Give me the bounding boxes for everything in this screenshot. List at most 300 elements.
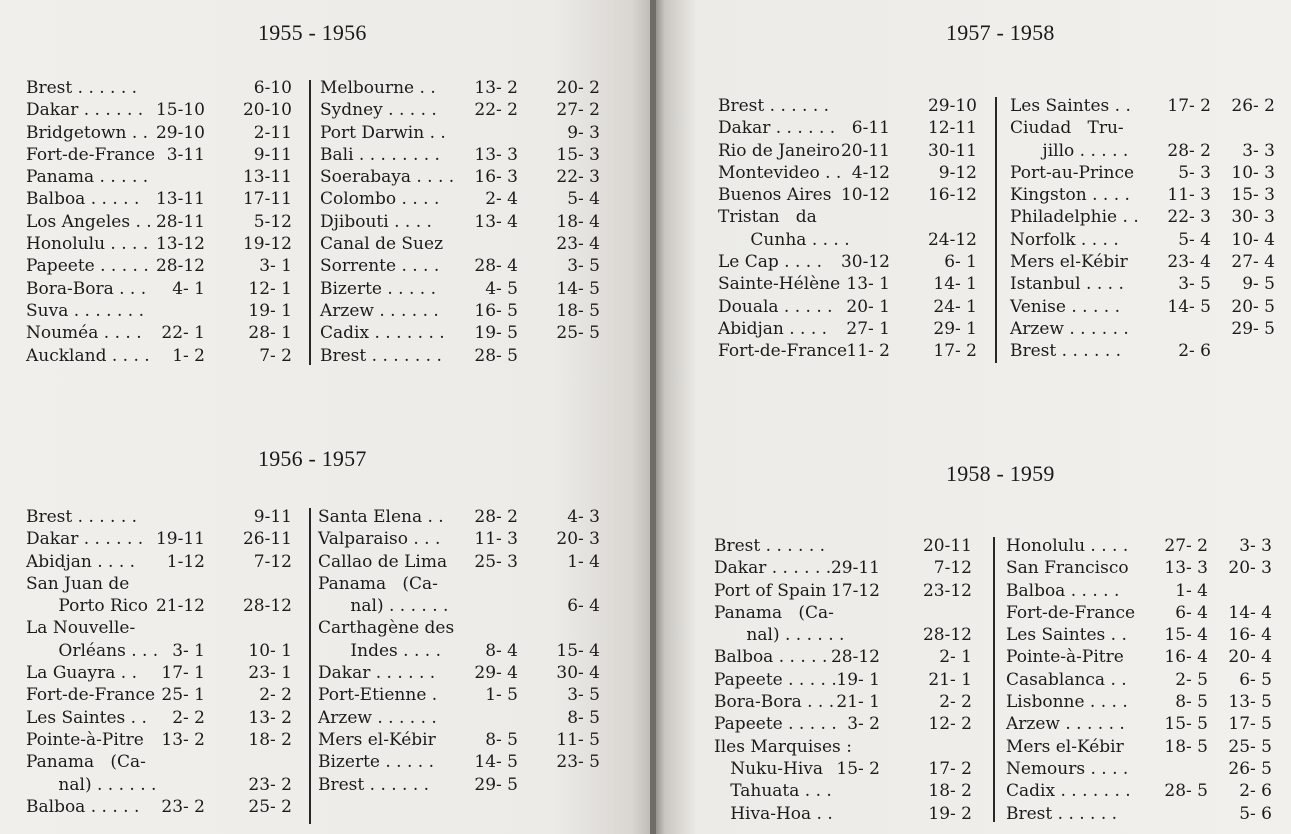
schedule-row (1010, 207, 1275, 229)
departure-date: 22- 3 (556, 167, 600, 188)
port-name: Nemours . . . . (1006, 758, 1129, 779)
schedule-row (1010, 185, 1275, 207)
departure-date: 18- 4 (556, 211, 600, 232)
port-name: Fort-de-France (26, 685, 156, 706)
port-name: Montevideo . . (718, 162, 842, 183)
schedule-row (26, 708, 292, 730)
schedule-row (26, 663, 292, 685)
port-name: Brest . . . . . . (714, 536, 826, 556)
arrival-date: 16- 4 (1164, 647, 1208, 668)
arrival-date: 8- 5 (485, 729, 518, 750)
arrival-date: 13- 1 (846, 274, 890, 295)
arrival-date: 29- 5 (474, 774, 518, 795)
schedule-row (320, 301, 600, 323)
departure-date: 30- 3 (1231, 207, 1275, 228)
departure-date: 23- 1 (248, 663, 292, 684)
departure-date: 20- 3 (556, 529, 600, 550)
departure-date: 12-11 (927, 118, 977, 139)
schedule-row (714, 692, 972, 714)
port-name: Les Saintes . . (1010, 96, 1131, 116)
port-name: nal) . . . . . . (26, 774, 157, 795)
port-name: Fort-de-France (718, 341, 848, 362)
arrival-date: 10-12 (840, 185, 890, 206)
departure-date: 12- 2 (928, 714, 972, 735)
arrival-date: 28-12 (155, 256, 205, 277)
port-name: Honolulu . . . . (1006, 536, 1129, 556)
port-name: Papeete . . . . . (714, 669, 837, 690)
arrival-date: 4- 1 (172, 278, 205, 299)
departure-date: 4- 3 (567, 507, 600, 527)
departure-date: 5-12 (253, 211, 292, 232)
port-name: Panama . . . . . (26, 167, 149, 188)
schedule-row (1010, 297, 1275, 319)
arrival-date: 29-11 (830, 558, 880, 579)
schedule-row (318, 752, 600, 774)
schedule-row (1010, 96, 1275, 118)
left-column (26, 78, 292, 368)
port-name: Bridgetown . . (26, 122, 149, 143)
departure-date: 9-11 (253, 144, 292, 165)
arrival-date: 15- 5 (1164, 714, 1208, 735)
arrival-date: 22- 3 (1167, 207, 1211, 228)
port-name: Dakar . . . . . . (26, 100, 144, 121)
departure-date: 3- 5 (567, 685, 600, 706)
schedule-row (320, 167, 600, 189)
port-name: Djibouti . . . . (320, 211, 432, 232)
schedule-row (1006, 737, 1272, 759)
port-name: La Nouvelle- (26, 618, 136, 639)
departure-date: 30-11 (927, 140, 977, 161)
arrival-date: 28-12 (830, 647, 880, 668)
arrival-date: 4- 5 (485, 278, 518, 299)
schedule-row (320, 346, 600, 368)
schedule-row (718, 341, 977, 363)
schedule-row (1010, 118, 1275, 140)
departure-date: 20- 2 (556, 78, 600, 98)
schedule-row (26, 641, 292, 663)
schedule-row (318, 730, 600, 752)
schedule-row (318, 507, 600, 529)
schedule-row (1010, 274, 1275, 296)
season-title: 1955 - 1956 (258, 20, 367, 45)
schedule-row (26, 256, 292, 278)
schedule-row (320, 256, 600, 278)
arrival-date: 13- 4 (474, 211, 518, 232)
schedule-row (1006, 603, 1272, 625)
arrival-date: 17- 2 (1167, 96, 1211, 116)
schedule-row (26, 618, 292, 640)
arrival-date: 4-12 (851, 162, 890, 183)
departure-date: 29- 1 (933, 318, 977, 339)
departure-date: 2- 2 (939, 692, 972, 713)
port-name: Mers el-Kébir (1010, 252, 1128, 273)
departure-date: 6- 1 (944, 252, 977, 273)
port-name: Hiva-Hoa . . (714, 803, 833, 824)
schedule-row (714, 759, 972, 781)
departure-date: 26- 2 (1231, 96, 1275, 116)
port-name: Panama (Ca- (714, 602, 834, 623)
book-spine (650, 0, 656, 834)
departure-date: 23- 4 (556, 234, 600, 255)
port-name: Buenos Aires (718, 185, 832, 206)
port-name: Pointe-à-Pitre (1006, 647, 1124, 668)
departure-date: 13- 2 (248, 707, 292, 728)
arrival-date: 28- 5 (1164, 781, 1208, 802)
departure-date: 12- 1 (248, 278, 292, 299)
departure-date: 21- 1 (928, 669, 972, 690)
port-name: San Juan de (26, 573, 130, 594)
port-name: Auckland . . . . (26, 345, 150, 366)
departure-date: 19- 1 (248, 300, 292, 321)
port-name: Papeete . . . . . (26, 256, 149, 277)
departure-date: 9-12 (938, 162, 977, 183)
column-divider (309, 508, 311, 824)
departure-date: 8- 5 (567, 707, 600, 728)
schedule-row (718, 252, 977, 274)
schedule-row (320, 189, 600, 211)
departure-date: 27- 4 (1231, 252, 1275, 273)
port-name: Iles Marquises : (714, 736, 852, 757)
arrival-date: 25- 1 (161, 685, 205, 706)
schedule-row (26, 78, 292, 100)
departure-date: 30- 4 (556, 663, 600, 684)
schedule-row (1006, 781, 1272, 803)
departure-date: 1- 4 (567, 551, 600, 572)
arrival-date: 16- 3 (474, 167, 518, 188)
arrival-date: 13-11 (155, 189, 205, 210)
departure-date: 18- 5 (556, 300, 600, 321)
schedule-row (714, 670, 972, 692)
port-name: Dakar . . . . . . (318, 663, 436, 684)
port-name: jillo . . . . . (1010, 140, 1129, 161)
arrival-date: 6-11 (851, 118, 890, 139)
arrival-date: 2- 2 (172, 707, 205, 728)
schedule-row (1010, 163, 1275, 185)
schedule-row (26, 596, 292, 618)
port-name: Arzew . . . . . . (1006, 714, 1125, 735)
departure-date: 9- 3 (567, 122, 600, 143)
port-name: Fort-de-France (26, 144, 156, 165)
departure-date: 26- 5 (1228, 758, 1272, 779)
port-name: Panama (Ca- (26, 752, 146, 773)
port-name: Balboa . . . . . (1006, 580, 1120, 601)
departure-date: 28-12 (922, 625, 972, 646)
schedule-row (714, 581, 972, 603)
arrival-date: 1- 4 (1175, 580, 1208, 601)
schedule-row (1006, 558, 1272, 580)
port-name: Kingston . . . . (1010, 185, 1130, 206)
departure-date: 16- 4 (1228, 625, 1272, 646)
schedule-row (26, 145, 292, 167)
arrival-date: 27- 1 (846, 318, 890, 339)
departure-date: 6- 4 (567, 596, 600, 617)
schedule-row (26, 775, 292, 797)
schedule-row (1006, 647, 1272, 669)
port-name: Balboa . . . . . (26, 796, 140, 817)
schedule-row (714, 603, 972, 625)
port-name: San Francisco (1006, 558, 1129, 579)
departure-date: 7-12 (253, 551, 292, 572)
arrival-date: 18- 5 (1164, 736, 1208, 757)
column-divider (309, 80, 311, 365)
port-name: Port Darwin . . (320, 122, 446, 143)
port-name: Nuku-Hiva (714, 758, 824, 779)
schedule-row (318, 574, 600, 596)
departure-date: 5- 4 (567, 189, 600, 210)
arrival-date: 6- 4 (1175, 602, 1208, 623)
schedule-row (26, 123, 292, 145)
arrival-date: 19- 1 (836, 669, 880, 690)
arrival-date: 25- 3 (474, 551, 518, 572)
departure-date: 14- 1 (933, 274, 977, 295)
departure-date: 25- 5 (556, 323, 600, 344)
departure-date: 29-10 (927, 96, 977, 116)
schedule-row (318, 708, 600, 730)
departure-date: 10- 4 (1231, 229, 1275, 250)
departure-date: 2- 1 (939, 647, 972, 668)
schedule-row (320, 100, 600, 122)
schedule-row (26, 100, 292, 122)
arrival-date: 27- 2 (1164, 536, 1208, 556)
arrival-date: 13-12 (155, 234, 205, 255)
departure-date: 24-12 (927, 229, 977, 250)
schedule-row (718, 274, 977, 296)
schedule-row (26, 730, 292, 752)
schedule-row (714, 781, 972, 803)
schedule-row (318, 596, 600, 618)
port-name: Abidjan . . . . (718, 318, 828, 339)
port-name: Brest . . . . . . . (320, 345, 442, 366)
port-name: Balboa . . . . . (26, 189, 140, 210)
season-title: 1958 - 1959 (946, 461, 1055, 486)
arrival-date: 13- 3 (474, 144, 518, 165)
arrival-date: 23- 2 (161, 796, 205, 817)
schedule-row (718, 297, 977, 319)
port-name: Panama (Ca- (318, 573, 438, 594)
port-name: Papeete . . . . . (714, 714, 837, 735)
port-name: Les Saintes . . (26, 707, 147, 728)
schedule-row (1006, 804, 1272, 826)
port-name: Cadix . . . . . . . (320, 323, 445, 344)
schedule-row (1006, 625, 1272, 647)
departure-date: 17- 2 (928, 758, 972, 779)
schedule-row (714, 714, 972, 736)
departure-date: 3- 1 (259, 256, 292, 277)
departure-date: 5- 6 (1239, 803, 1272, 824)
arrival-date: 21-12 (155, 596, 205, 617)
port-name: Bali . . . . . . . . (320, 144, 440, 165)
departure-date: 19- 2 (928, 803, 972, 824)
departure-date: 28- 1 (248, 323, 292, 344)
departure-date: 3- 3 (1239, 536, 1272, 556)
port-name: Port-Etienne . (318, 685, 438, 706)
schedule-row (318, 529, 600, 551)
arrival-date: 22- 1 (161, 323, 205, 344)
schedule-row (318, 685, 600, 707)
departure-date: 20-11 (922, 536, 972, 556)
arrival-date: 8- 4 (485, 640, 518, 661)
arrival-date: 1- 2 (172, 345, 205, 366)
departure-date: 19-12 (242, 234, 292, 255)
schedule-row (320, 123, 600, 145)
port-name: Bora-Bora . . . (714, 692, 835, 713)
port-name: Porto Rico (26, 596, 148, 617)
port-name: Brest . . . . . . (1006, 803, 1118, 824)
arrival-date: 21- 1 (836, 692, 880, 713)
schedule-row (714, 558, 972, 580)
port-name: Brest . . . . . . (26, 507, 138, 527)
port-name: Douala . . . . . (718, 296, 833, 317)
schedule-row (318, 641, 600, 663)
arrival-date: 15-10 (155, 100, 205, 121)
arrival-date: 29- 4 (474, 663, 518, 684)
departure-date: 3- 5 (567, 256, 600, 277)
departure-date: 14- 5 (556, 278, 600, 299)
port-name: Lisbonne . . . . (1006, 692, 1128, 713)
departure-date: 25- 2 (248, 796, 292, 817)
arrival-date: 28- 5 (474, 345, 518, 366)
arrival-date: 23- 4 (1167, 252, 1211, 273)
port-name: Mers el-Kébir (318, 729, 436, 750)
schedule-row (320, 234, 600, 256)
port-name: Bora-Bora . . . (26, 278, 147, 299)
port-name: Arzew . . . . . . (320, 300, 439, 321)
port-name: Tahuata . . . (714, 781, 832, 802)
schedule-row (1006, 536, 1272, 558)
schedule-row (318, 618, 600, 640)
schedule-row (320, 78, 600, 100)
departure-date: 13-11 (242, 167, 292, 188)
schedule-row (718, 207, 977, 229)
schedule-row (318, 663, 600, 685)
port-name: Balboa . . . . . (714, 647, 828, 668)
arrival-date: 19-11 (155, 529, 205, 550)
schedule-row (718, 185, 977, 207)
port-name: Venise . . . . . (1010, 296, 1120, 317)
schedule-row (1010, 252, 1275, 274)
port-name: Suva . . . . . . . (26, 300, 144, 321)
schedule-row (718, 118, 977, 140)
port-name: Dakar . . . . . . (714, 558, 832, 579)
schedule-row (1006, 670, 1272, 692)
departure-date: 3- 3 (1242, 140, 1275, 161)
arrival-date: 2- 4 (485, 189, 518, 210)
arrival-date: 2- 6 (1178, 341, 1211, 362)
arrival-date: 28- 4 (474, 256, 518, 277)
arrival-date: 3- 2 (847, 714, 880, 735)
schedule-row (26, 346, 292, 368)
schedule-row (26, 574, 292, 596)
departure-date: 23- 5 (556, 752, 600, 773)
schedule-row (26, 234, 292, 256)
port-name: Norfolk . . . . (1010, 229, 1119, 250)
port-name: Abidjan . . . . (26, 551, 136, 572)
departure-date: 6-10 (253, 78, 292, 98)
arrival-date: 3-11 (166, 144, 205, 165)
schedule-row (1010, 341, 1275, 363)
arrival-date: 15- 4 (1164, 625, 1208, 646)
departure-date: 11- 5 (556, 729, 600, 750)
arrival-date: 1- 5 (485, 685, 518, 706)
arrival-date: 2- 5 (1175, 669, 1208, 690)
departure-date: 16-12 (927, 185, 977, 206)
schedule-row (714, 647, 972, 669)
arrival-date: 11- 2 (846, 341, 890, 362)
schedule-row (718, 230, 977, 252)
port-name: La Guayra . . (26, 663, 137, 684)
schedule-row (320, 279, 600, 301)
left-column (718, 96, 977, 364)
departure-date: 18- 2 (928, 781, 972, 802)
schedule-row (1006, 714, 1272, 736)
port-name: Casablanca . . (1006, 669, 1127, 690)
departure-date: 17-11 (242, 189, 292, 210)
arrival-date: 13- 3 (1164, 558, 1208, 579)
schedule-row (718, 163, 977, 185)
port-name: Port of Spain (714, 580, 827, 601)
schedule-row (26, 752, 292, 774)
port-name: Ciudad Tru- (1010, 118, 1124, 139)
departure-date: 23- 2 (248, 774, 292, 795)
arrival-date: 14- 5 (474, 752, 518, 773)
schedule-row (26, 279, 292, 301)
port-name: Carthagène des (318, 618, 455, 639)
arrival-date: 13- 2 (474, 78, 518, 98)
arrival-date: 15- 2 (836, 758, 880, 779)
departure-date: 7- 2 (259, 345, 292, 366)
arrival-date: 30-12 (840, 252, 890, 273)
arrival-date: 1-12 (166, 551, 205, 572)
arrival-date: 29-10 (155, 122, 205, 143)
arrival-date: 3- 1 (172, 640, 205, 661)
port-name: Bizerte . . . . . (318, 752, 435, 773)
port-name: Tristan da (718, 207, 817, 228)
arrival-date: 5- 3 (1178, 162, 1211, 183)
port-name: Brest . . . . . . (718, 96, 830, 116)
departure-date: 9- 5 (1242, 274, 1275, 295)
departure-date: 18- 2 (248, 729, 292, 750)
schedule-row (26, 301, 292, 323)
port-name: Melbourne . . (320, 78, 436, 98)
arrival-date: 28-11 (155, 211, 205, 232)
departure-date: 29- 5 (1231, 318, 1275, 339)
port-name: Orléans . . . (26, 640, 159, 661)
arrival-date: 11- 3 (1167, 185, 1211, 206)
departure-date: 27- 2 (556, 100, 600, 121)
right-column (1010, 96, 1275, 364)
arrival-date: 22- 2 (474, 100, 518, 121)
schedule-row (26, 167, 292, 189)
port-name: Santa Elena . . (318, 507, 444, 527)
right-column (320, 78, 600, 368)
arrival-date: 20-11 (840, 140, 890, 161)
port-name: Valparaiso . . . (318, 529, 441, 550)
departure-date: 2- 2 (259, 685, 292, 706)
departure-date: 20- 3 (1228, 558, 1272, 579)
right-column (1006, 536, 1272, 826)
schedule-row (26, 212, 292, 234)
departure-date: 10- 1 (248, 640, 292, 661)
departure-date: 20- 5 (1231, 296, 1275, 317)
arrival-date: 16- 5 (474, 300, 518, 321)
port-name: Philadelphie . . (1010, 207, 1139, 228)
schedule-row (714, 737, 972, 759)
port-name: Los Angeles . . (26, 211, 152, 232)
departure-date: 15- 3 (556, 144, 600, 165)
arrival-date: 17-12 (830, 580, 880, 601)
port-name: nal) . . . . . . (714, 625, 845, 646)
arrival-date: 11- 3 (474, 529, 518, 550)
